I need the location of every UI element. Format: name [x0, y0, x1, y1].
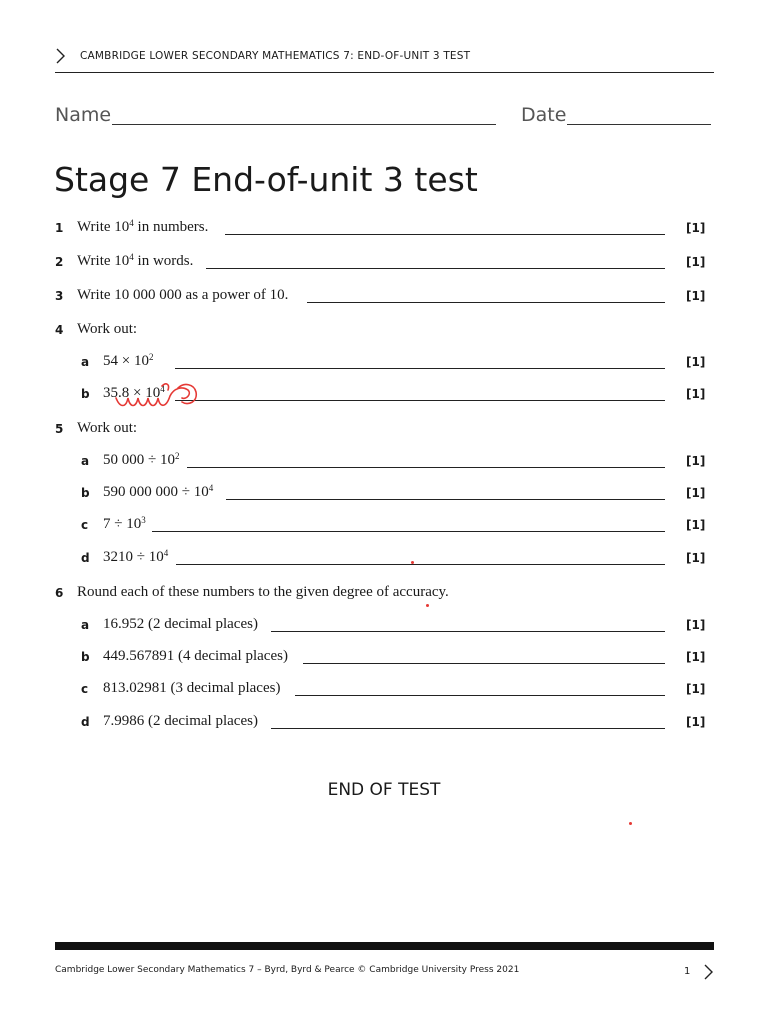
- answer-line[interactable]: [175, 400, 665, 401]
- sub-question-label: a: [81, 355, 90, 369]
- question-text: 16.952 (2 decimal places): [103, 616, 258, 632]
- answer-line[interactable]: [152, 531, 665, 532]
- page-number: 1: [684, 966, 691, 977]
- question-text: $7 \div 10^3$: [103, 515, 146, 532]
- red-mark: [426, 604, 429, 607]
- answer-line[interactable]: [295, 695, 665, 696]
- answer-line[interactable]: [226, 499, 665, 500]
- footer-copyright: Cambridge Lower Secondary Mathematics 7 – Byrd, Byrd & Pearce © Cambridge University Press 2021: [55, 965, 520, 975]
- question-4a: [0, 353, 768, 373]
- question-6c: [0, 680, 768, 700]
- chevron-right-icon: [54, 47, 68, 65]
- question-6b: [0, 648, 768, 668]
- answer-line[interactable]: [176, 564, 665, 565]
- question-5: [0, 420, 768, 440]
- question-number: 2: [55, 255, 64, 269]
- answer-line[interactable]: [206, 268, 665, 269]
- marks-label: [1]: [686, 221, 706, 235]
- question-4: [0, 321, 768, 341]
- marks-label: [1]: [686, 715, 706, 729]
- question-text: $35.8 \times 10^4$: [103, 384, 165, 401]
- red-mark: [629, 822, 632, 825]
- marks-label: [1]: [686, 387, 706, 401]
- chevron-right-icon[interactable]: [703, 963, 715, 981]
- question-text: $3210 \div 10^4$: [103, 548, 169, 565]
- page-title: Stage 7 End-of-unit 3 test: [54, 160, 478, 199]
- answer-line[interactable]: [307, 302, 665, 303]
- sub-question-label: b: [81, 387, 90, 401]
- question-text: 813.02981 (3 decimal places): [103, 680, 281, 696]
- red-mark: [411, 561, 414, 564]
- sub-question-label: d: [81, 715, 90, 729]
- question-6: [0, 584, 768, 604]
- sub-question-label: d: [81, 551, 90, 565]
- marks-label: [1]: [686, 289, 706, 303]
- answer-line[interactable]: [175, 368, 665, 369]
- question-1: [0, 219, 768, 239]
- sub-question-label: b: [81, 486, 90, 500]
- question-text: 7.9986 (2 decimal places): [103, 713, 258, 729]
- question-number: 6: [55, 586, 64, 600]
- header-title: CAMBRIDGE LOWER SECONDARY MATHEMATICS 7: END-OF-UNIT 3 TEST: [80, 50, 471, 62]
- question-text: Work out:: [77, 321, 138, 337]
- question-5a: [0, 452, 768, 472]
- question-number: 1: [55, 221, 64, 235]
- name-field-line[interactable]: [112, 124, 496, 125]
- end-of-test-label: END OF TEST: [327, 780, 441, 800]
- date-label: Date: [521, 104, 567, 126]
- question-6d: [0, 713, 768, 733]
- marks-label: [1]: [686, 518, 706, 532]
- question-6a: [0, 616, 768, 636]
- question-5b: [0, 484, 768, 504]
- header-rule: [55, 72, 714, 73]
- answer-line[interactable]: [303, 663, 665, 664]
- red-scribble-annotation: [112, 380, 207, 412]
- question-text: Write 10 000 000 as a power of 10.: [77, 287, 289, 303]
- marks-label: [1]: [686, 255, 706, 269]
- question-text: Round each of these numbers to the given degree of accuracy.: [77, 584, 449, 600]
- question-text: 590 000 $000 \div 10^4$: [103, 483, 214, 500]
- question-text: $54 \times 10^2$: [103, 352, 154, 369]
- marks-label: [1]: [686, 355, 706, 369]
- answer-line[interactable]: [271, 631, 665, 632]
- marks-label: [1]: [686, 682, 706, 696]
- answer-line[interactable]: [271, 728, 665, 729]
- answer-line[interactable]: [225, 234, 665, 235]
- question-2: [0, 253, 768, 273]
- sub-question-label: b: [81, 650, 90, 664]
- question-3: [0, 287, 768, 307]
- marks-label: [1]: [686, 486, 706, 500]
- answer-line[interactable]: [187, 467, 665, 468]
- marks-label: [1]: [686, 551, 706, 565]
- question-5c: [0, 516, 768, 536]
- marks-label: [1]: [686, 618, 706, 632]
- question-text: Write $10^4$ in numbers.: [77, 218, 209, 235]
- footer-bar: [55, 942, 714, 950]
- marks-label: [1]: [686, 454, 706, 468]
- question-text: Write $10^4$ in words.: [77, 252, 194, 269]
- question-text: 50 $000 \div 10^2$: [103, 451, 180, 468]
- question-text: 449.567891 (4 decimal places): [103, 648, 288, 664]
- question-number: 3: [55, 289, 64, 303]
- question-number: 4: [55, 323, 64, 337]
- name-label: Name: [55, 104, 112, 126]
- sub-question-label: c: [81, 518, 89, 532]
- question-5d: [0, 549, 768, 569]
- marks-label: [1]: [686, 650, 706, 664]
- sub-question-label: a: [81, 454, 90, 468]
- sub-question-label: c: [81, 682, 89, 696]
- question-number: 5: [55, 422, 64, 436]
- sub-question-label: a: [81, 618, 90, 632]
- question-text: Work out:: [77, 420, 138, 436]
- date-field-line[interactable]: [567, 124, 711, 125]
